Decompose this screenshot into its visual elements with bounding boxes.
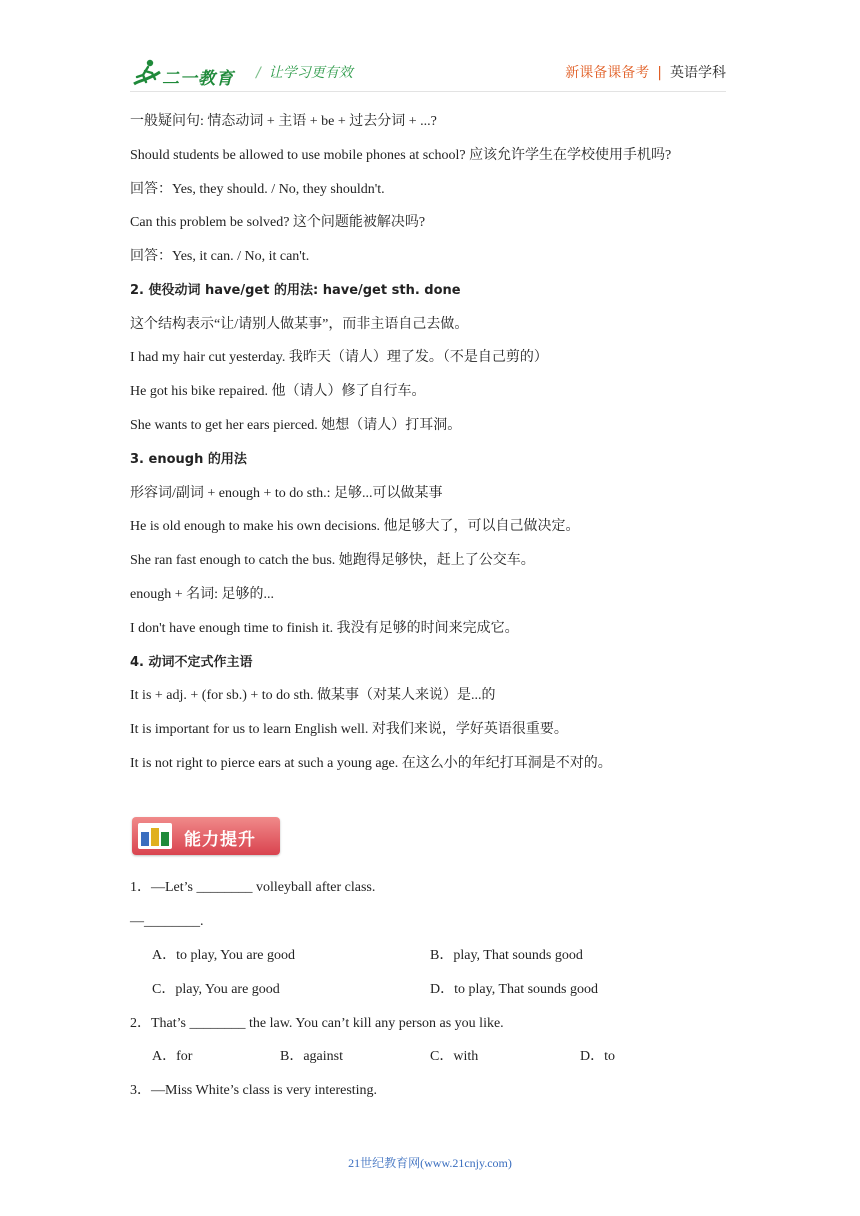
section-heading: 3. enough 的用法: [130, 452, 247, 467]
slogan-slash: /: [256, 65, 261, 81]
header-separator: |: [657, 65, 662, 81]
header-subject-name: 英语学科: [670, 65, 726, 81]
content-line: 一般疑问句: 情态动词 + 主语 + be + 过去分词 + ...?: [130, 114, 437, 129]
header-subject: [565, 62, 726, 82]
content-line: 回答：Yes, they should. / No, they shouldn't.: [130, 182, 385, 197]
q1-option-c: C．play, You are good: [152, 982, 280, 997]
runner-logo-icon: [130, 58, 164, 90]
content-line: I don't have enough time to finish it. 我没有足够的时间来完成它。: [130, 621, 519, 636]
slogan-text: 让学习更有效: [268, 65, 353, 81]
q2-option-c: C．with: [430, 1049, 479, 1064]
content-line: She ran fast enough to catch the bus. 她跑得足够快，赶上了公交车。: [130, 553, 535, 568]
header-divider: [130, 91, 726, 92]
content-line: 这个结构表示“让/请别人做某事”，而非主语自己去做。: [130, 317, 469, 332]
q1-option-b: B．play, That sounds good: [430, 948, 583, 963]
logo-text: 二一教育: [162, 69, 234, 89]
content-line: It is + adj. + (for sb.) + to do sth. 做某事（对某人来说）是...的: [130, 688, 496, 703]
section-heading: 4. 动词不定式作主语: [130, 655, 253, 670]
content-line: I had my hair cut yesterday. 我昨天（请人）理了发。（不是自己剪的）: [130, 350, 548, 365]
header-course: 新课备课备考: [565, 65, 650, 81]
banner-label: 能力提升: [184, 830, 256, 850]
content-line: She wants to get her ears pierced. 她想（请人）打耳洞。: [130, 418, 462, 433]
section-heading: 2. 使役动词 have/get 的用法: have/get sth. done: [130, 283, 461, 298]
people-icon: [138, 823, 172, 849]
content-line: Should students be allowed to use mobile phones at school? 应该允许学生在学校使用手机吗?: [130, 148, 672, 163]
q1-option-d: D．to play, That sounds good: [430, 982, 598, 997]
content-line: He got his bike repaired. 他（请人）修了自行车。: [130, 384, 426, 399]
question-3: 3．—Miss White’s class is very interesting.: [130, 1083, 378, 1098]
content-line: It is important for us to learn English well. 对我们来说，学好英语很重要。: [130, 722, 568, 737]
slogan: [256, 62, 353, 82]
question-1: 1．—Let’s ________ volleyball after class.: [130, 880, 376, 895]
q2-option-d: D．to: [580, 1049, 615, 1064]
logo: [130, 58, 240, 90]
content-line: 形容词/副词 + enough + to do sth.: 足够...可以做某事: [130, 486, 443, 501]
content-line: enough + 名词: 足够的...: [130, 587, 274, 602]
section-banner: [132, 817, 280, 855]
footer-watermark: 21世纪教育网(www.21cnjy.com): [348, 1156, 512, 1170]
page-header: [130, 58, 726, 92]
q1-option-a: A．to play, You are good: [152, 948, 295, 963]
content-line: Can this problem be solved? 这个问题能被解决吗?: [130, 215, 426, 230]
q2-option-b: B．against: [280, 1049, 343, 1064]
question-1-reply: —________.: [130, 914, 204, 929]
q2-option-a: A．for: [152, 1049, 193, 1064]
content-line: He is old enough to make his own decisions. 他足够大了，可以自己做决定。: [130, 519, 580, 534]
content-line: It is not right to pierce ears at such a young age. 在这么小的年纪打耳洞是不对的。: [130, 756, 612, 771]
content-line: 回答：Yes, it can. / No, it can't.: [130, 249, 310, 264]
question-2: 2．That’s ________ the law. You can’t kill any person as you like.: [130, 1016, 504, 1031]
